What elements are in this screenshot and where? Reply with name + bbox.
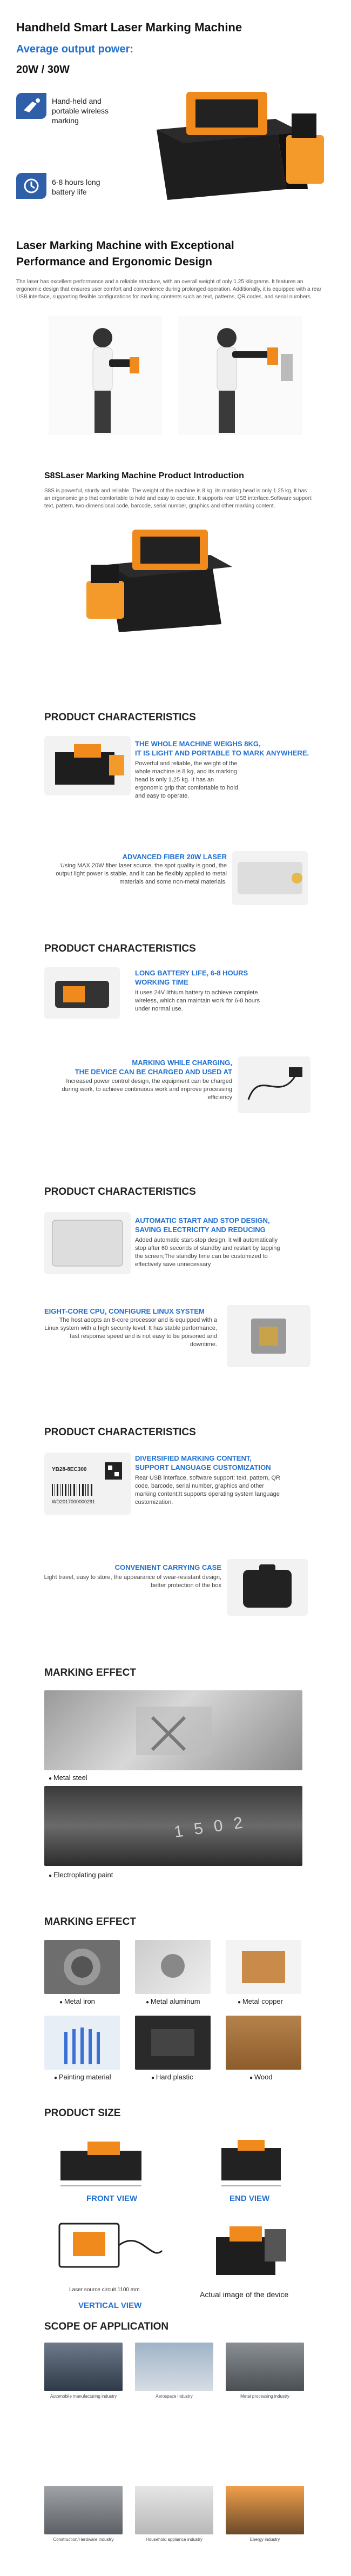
photo-aerospace: [135, 2343, 213, 2391]
feature-body-charging: Increased power control design, the equipment can be charged during work, to achieve continuous work and improve processing efficiency: [62, 1078, 232, 1101]
feature-head-laser: ADVANCED FIBER 20W LASER: [122, 853, 227, 861]
caption-automobile: Automobile manufacturing industry: [50, 2394, 117, 2399]
application-title: SCOPE OF APPLICATION: [44, 2321, 169, 2332]
vertical-view-drawing: [49, 2207, 173, 2283]
feature-head-charging-1: MARKING WHILE CHARGING,: [132, 1059, 232, 1067]
characteristics-title-4: PRODUCT CHARACTERISTICS: [44, 1427, 196, 1438]
label-sample-1: YB28-8EC300: [52, 1467, 87, 1473]
intro-paragraph: The laser has excellent performance and a reliable structure, with an overall weight of only 1.25 kilograms. It features an ergonomic design that ensures user comfort and convenience during prolonged operation. Additionally, it is equipped with a rear USB interface, supporting flexible configurations for marking contents such as text, patterns, QR codes, and serial numbers.: [16, 279, 322, 300]
photo-automobile: [44, 2343, 123, 2391]
feature-head-battery-2: WORKING TIME: [135, 978, 188, 986]
caption-metal-processing: Metal processing industry: [240, 2394, 289, 2399]
marking-effect-title-1: MARKING EFFECT: [44, 1667, 136, 1678]
vertical-view-label: VERTICAL VIEW: [78, 2301, 142, 2310]
photo-painting-material: [44, 2016, 120, 2070]
engraved-digits: 1 5 0 2: [173, 1813, 247, 1842]
product-size-title: PRODUCT SIZE: [44, 2107, 121, 2119]
caption-painting-material: ● Painting material: [54, 2073, 111, 2081]
feature-image-laser: [232, 851, 308, 905]
feature-head-case: CONVENIENT CARRYING CASE: [114, 1563, 221, 1571]
feature-head-content: [135, 1454, 313, 1472]
caption-wood: ● Wood: [249, 2073, 273, 2081]
feature-head-content-2: SUPPORT LANGUAGE CUSTOMIZATION: [135, 1463, 271, 1471]
caption-energy: Energy industry: [249, 2537, 280, 2542]
photo-construction: [44, 2486, 123, 2534]
caption-aerospace: Aerospace industry: [156, 2394, 193, 2399]
photo-metal-copper: [226, 1940, 301, 1994]
feature-image-cpu: [227, 1305, 310, 1367]
feature-body-weight: Powerful and reliable, the weight of the whole machine is 8 kg, and its marking head is only 1.25 kg. It has an ergonomic grip that comfortable to hold and easy to operate.: [135, 760, 238, 799]
intro-heading-line2: Performance and Ergonomic Design: [16, 256, 212, 268]
photo-metal-processing: [226, 2343, 304, 2391]
photo-wood: [226, 2016, 301, 2070]
caption-electroplating-paint: ● Electroplating paint: [49, 1871, 113, 1879]
intro-heading: [16, 238, 234, 270]
feature-body-autostop: Added automatic start-stop design, it will automatically stop after 60 seconds of standby and restart by tapping the screen;The standby time can be customized to effectively save unnecessary: [135, 1237, 280, 1268]
caption-hard-plastic: ● Hard plastic: [151, 2073, 193, 2081]
front-view-label: FRONT VIEW: [86, 2194, 138, 2203]
person-photo-left: [49, 316, 162, 435]
feature-image-weight: [44, 736, 131, 795]
characteristics-title-1: PRODUCT CHARACTERISTICS: [44, 712, 196, 723]
feature-head-battery-1: LONG BATTERY LIFE, 6-8 HOURS: [135, 969, 248, 977]
feature-image-autostop: [44, 1212, 131, 1274]
feature-body-laser: Using MAX 20W fiber laser source, the spot quality is good, the output light power is stable, and it can be flexibly applied to metal materials and some non-metal materials.: [56, 862, 227, 885]
photo-household: [135, 2486, 213, 2534]
feature-image-marking-content: [44, 1453, 131, 1515]
caption-metal-iron: ● Metal iron: [59, 1997, 95, 2005]
laser-circuit-note: Laser source circuit 1100 mm: [69, 2287, 140, 2293]
badge-wireless-label: Hand-held and portable wireless marking: [52, 97, 109, 125]
feature-body-battery: It uses 24V lithium battery to achieve complete wireless, which can maintain work for 6-8 hours under normal use.: [135, 989, 260, 1012]
feature-body-cpu: The host adopts an 8-core processor and is equipped with a Linux system with a high security level. It has stable performance, fast response speed and is not easy to be poisoned and downtime.: [44, 1317, 217, 1348]
feature-body-case: Light travel, easy to store, the appearance of wear-resistant design, better protection of the box: [44, 1574, 221, 1589]
feature-head-autostop: [135, 1216, 313, 1234]
s8s-machine-image: [86, 521, 254, 638]
intro-heading-line1: Laser Marking Machine with Exceptional: [16, 239, 234, 252]
badge-battery-label: 6-8 hours long battery life: [52, 178, 100, 196]
wireless-badge-icon: [16, 93, 46, 119]
s8s-heading: S8SLaser Marking Machine Product Introduction: [44, 471, 244, 480]
feature-head-weight: [135, 739, 329, 758]
page-title: Handheld Smart Laser Marking Machine: [16, 21, 242, 34]
machine-hero-image: [146, 81, 329, 205]
feature-head-charging: [59, 1058, 232, 1076]
caption-metal-aluminum: ● Metal aluminum: [146, 1997, 200, 2005]
feature-head-autostop-1: AUTOMATIC START AND STOP DESIGN,: [135, 1216, 270, 1225]
actual-device-image: [200, 2207, 302, 2283]
feature-head-battery: [135, 968, 308, 987]
caption-metal-copper: ● Metal copper: [238, 1997, 283, 2005]
characteristics-title-3: PRODUCT CHARACTERISTICS: [44, 1186, 196, 1197]
feature-head-weight-2: IT IS LIGHT AND PORTABLE TO MARK ANYWHERE.: [135, 749, 309, 757]
feature-head-weight-1: THE WHOLE MACHINE WEIGHS 8KG,: [135, 740, 261, 748]
caption-metal-steel: ● Metal steel: [49, 1774, 87, 1782]
photo-hard-plastic: [135, 2016, 211, 2070]
end-view-label: END VIEW: [230, 2194, 270, 2203]
photo-energy: [226, 2486, 304, 2534]
front-view-drawing: [44, 2132, 168, 2191]
feature-head-cpu: EIGHT-CORE CPU, CONFIGURE LINUX SYSTEM: [44, 1307, 205, 1315]
actual-image-label: Actual image of the device: [200, 2290, 289, 2299]
s8s-paragraph: S8S is powerful, sturdy and reliable. The weight of the machine is 8 kg, its marking head is only 1.25 kg, it has an ergonomic grip that comfortable to hold and easy to operate. It supports rear USB interface.Software support: text, pattern, two-dimensional code, barcode, serial number, graphics and other marking content.: [44, 488, 313, 509]
photo-metal-steel: [44, 1690, 302, 1770]
label-sample-2: WD2017000000291: [52, 1499, 96, 1504]
battery-badge-icon: [16, 173, 46, 199]
feature-image-battery: [44, 967, 120, 1019]
power-value: 20W / 30W: [16, 64, 70, 76]
feature-body-content: Rear USB interface, software support: text, pattern, QR code, barcode, serial number, graphics and other marking content;It supports operating system language customization.: [135, 1475, 281, 1506]
feature-head-autostop-2: SAVING ELECTRICITY AND REDUCING: [135, 1226, 266, 1234]
photo-metal-iron: [44, 1940, 120, 1994]
photo-metal-aluminum: [135, 1940, 211, 1994]
person-photo-right: [178, 316, 302, 435]
feature-head-content-1: DIVERSIFIED MARKING CONTENT,: [135, 1454, 252, 1462]
characteristics-title-2: PRODUCT CHARACTERISTICS: [44, 943, 196, 954]
feature-head-charging-2: THE DEVICE CAN BE CHARGED AND USED AT: [75, 1068, 232, 1076]
feature-image-case: [227, 1559, 308, 1616]
end-view-drawing: [200, 2132, 302, 2191]
feature-image-charging: [238, 1056, 310, 1113]
subtitle: Average output power:: [16, 43, 134, 55]
caption-construction: Construction/Hardware industry: [53, 2537, 114, 2542]
caption-household: Household appliance industry: [146, 2537, 202, 2542]
photo-electroplating-paint: [44, 1786, 302, 1866]
marking-effect-title-2: MARKING EFFECT: [44, 1916, 136, 1928]
